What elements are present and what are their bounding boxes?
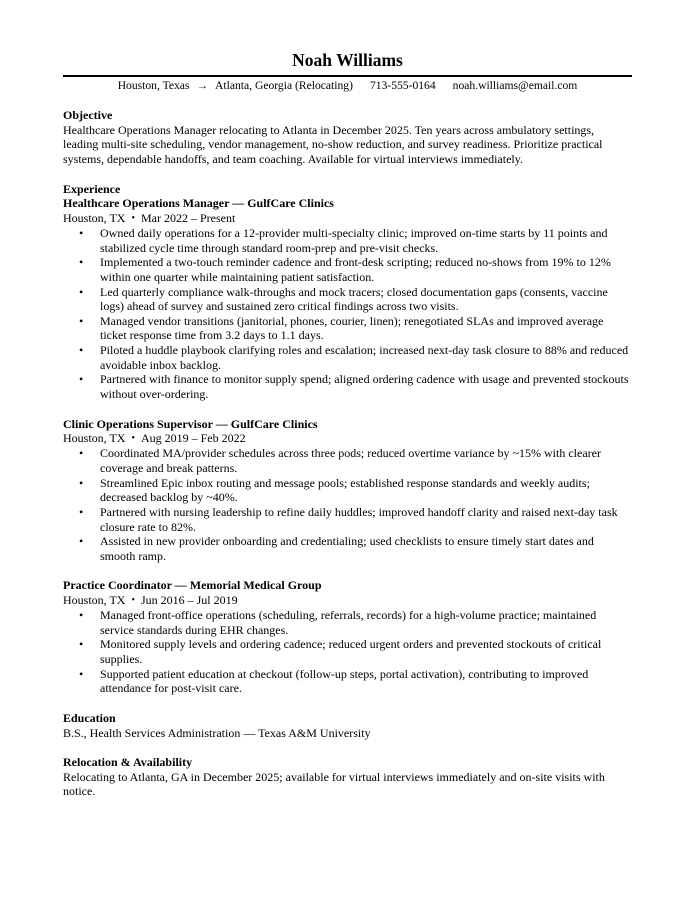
job-location: Houston, TX <box>63 593 126 608</box>
job-title: Practice Coordinator — Memorial Medical Group <box>63 578 322 593</box>
job-bullet-list <box>63 226 632 402</box>
job-title: Healthcare Operations Manager — GulfCare Clinics <box>63 196 334 211</box>
bullet-item: • Led quarterly compliance walk-throughs and mock tracers; closed documentation gaps (consents, vaccine logs) ahead of survey and sustained zero critical findings across two visits. <box>63 285 632 314</box>
job-entry-healthcare-operations-manager <box>63 196 632 401</box>
job-entry-practice-coordinator <box>63 578 632 696</box>
bullet-item: • Coordinated MA/provider schedules across three pods; reduced overtime variance by ~15% with clearer coverage and break patterns. <box>63 446 632 475</box>
education-heading: Education <box>63 710 116 725</box>
job-title: Clinic Operations Supervisor — GulfCare Clinics <box>63 416 318 431</box>
bullet-item: • Owned daily operations for a 12-provider multi-specialty clinic; improved on-time starts by 11 points and stabilized cycle time through standard room-prep and pre-visit checks. <box>63 226 632 255</box>
bullet-item: • Managed vendor transitions (janitorial, phones, courier, linen); renegotiated SLAs and improved average ticket response time from 3.2 days to 1.1 days. <box>63 314 632 343</box>
contact-line <box>63 79 632 93</box>
education-text: B.S., Health Services Administration — Texas A&M University <box>63 725 371 740</box>
job-entry-clinic-operations-supervisor <box>63 417 632 564</box>
bullet-item: • Piloted a huddle playbook clarifying roles and escalation; increased next-day task closure to 88% and reduced avoidable inbox backlog. <box>63 343 632 372</box>
job-meta <box>63 431 632 446</box>
bullet-item: • Monitored supply levels and ordering cadence; reduced urgent orders and prevented stockouts of critical supplies. <box>63 637 632 666</box>
section-relocation <box>63 755 632 799</box>
objective-heading: Objective <box>63 108 113 123</box>
job-location: Houston, TX <box>63 431 126 446</box>
job-meta <box>63 211 632 226</box>
relocation-heading: Relocation & Availability <box>63 755 193 770</box>
job-bullet-list <box>63 446 632 563</box>
meta-separator: • <box>131 595 135 607</box>
job-bullet-list <box>63 608 632 696</box>
job-dates: Aug 2019 – Feb 2022 <box>140 431 246 446</box>
job-meta <box>63 593 632 608</box>
header-divider <box>63 75 632 77</box>
bullet-item: • Partnered with nursing leadership to refine daily huddles; improved handoff clarity and raised next-day task closure rate to 82%. <box>63 505 632 534</box>
bullet-item: • Managed front-office operations (scheduling, referrals, records) for a high-volume practice; maintained service standards during EHR changes. <box>63 608 632 637</box>
section-education <box>63 711 632 740</box>
section-experience <box>63 182 632 696</box>
contact-location-from: Houston, Texas <box>117 79 190 92</box>
bullet-item: • Supported patient education at checkout (follow-up steps, portal activation), contributing to improved attendance for post-visit care. <box>63 667 632 696</box>
bullet-item: • Implemented a two-touch reminder cadence and front-desk scripting; reduced no-shows from 19% to 12% within one quarter while maintaining patient satisfaction. <box>63 255 632 284</box>
contact-phone: 713-555-0164 <box>369 79 436 92</box>
section-objective <box>63 108 632 167</box>
job-dates: Mar 2022 – Present <box>140 210 236 225</box>
relocation-arrow-icon: → <box>196 79 209 92</box>
resume-header <box>63 50 632 93</box>
job-dates: Jun 2016 – Jul 2019 <box>140 593 238 608</box>
meta-separator: • <box>131 212 135 224</box>
resume-name: Noah Williams <box>292 50 403 70</box>
contact-location-to: Atlanta, Georgia (Relocating) <box>215 79 353 92</box>
contact-email: noah.williams@email.com <box>452 79 578 92</box>
bullet-item: • Streamlined Epic inbox routing and message pools; established response standards and weekly audits; decreased backlog by ~40%. <box>63 476 632 505</box>
relocation-text: Relocating to Atlanta, GA in December 2025; available for virtual interviews immediately and on-site visits with notice. <box>63 769 605 799</box>
bullet-item: • Assisted in new provider onboarding and credentialing; used checklists to ensure timely start dates and smooth ramp. <box>63 534 632 563</box>
experience-heading: Experience <box>63 181 121 196</box>
meta-separator: • <box>131 433 135 445</box>
job-location: Houston, TX <box>63 210 126 225</box>
bullet-item: • Partnered with finance to monitor supply spend; aligned ordering cadence with usage and prevented stockouts without over-ordering. <box>63 372 632 401</box>
objective-text: Healthcare Operations Manager relocating to Atlanta in December 2025. Ten years across ambulatory settings, leading multi-site scheduling, vendor management, no-show reduction, and survey readiness. Prioritize practical systems, dependable handoffs, and team coaching. Available for virtual interviews immediately. <box>63 122 603 167</box>
